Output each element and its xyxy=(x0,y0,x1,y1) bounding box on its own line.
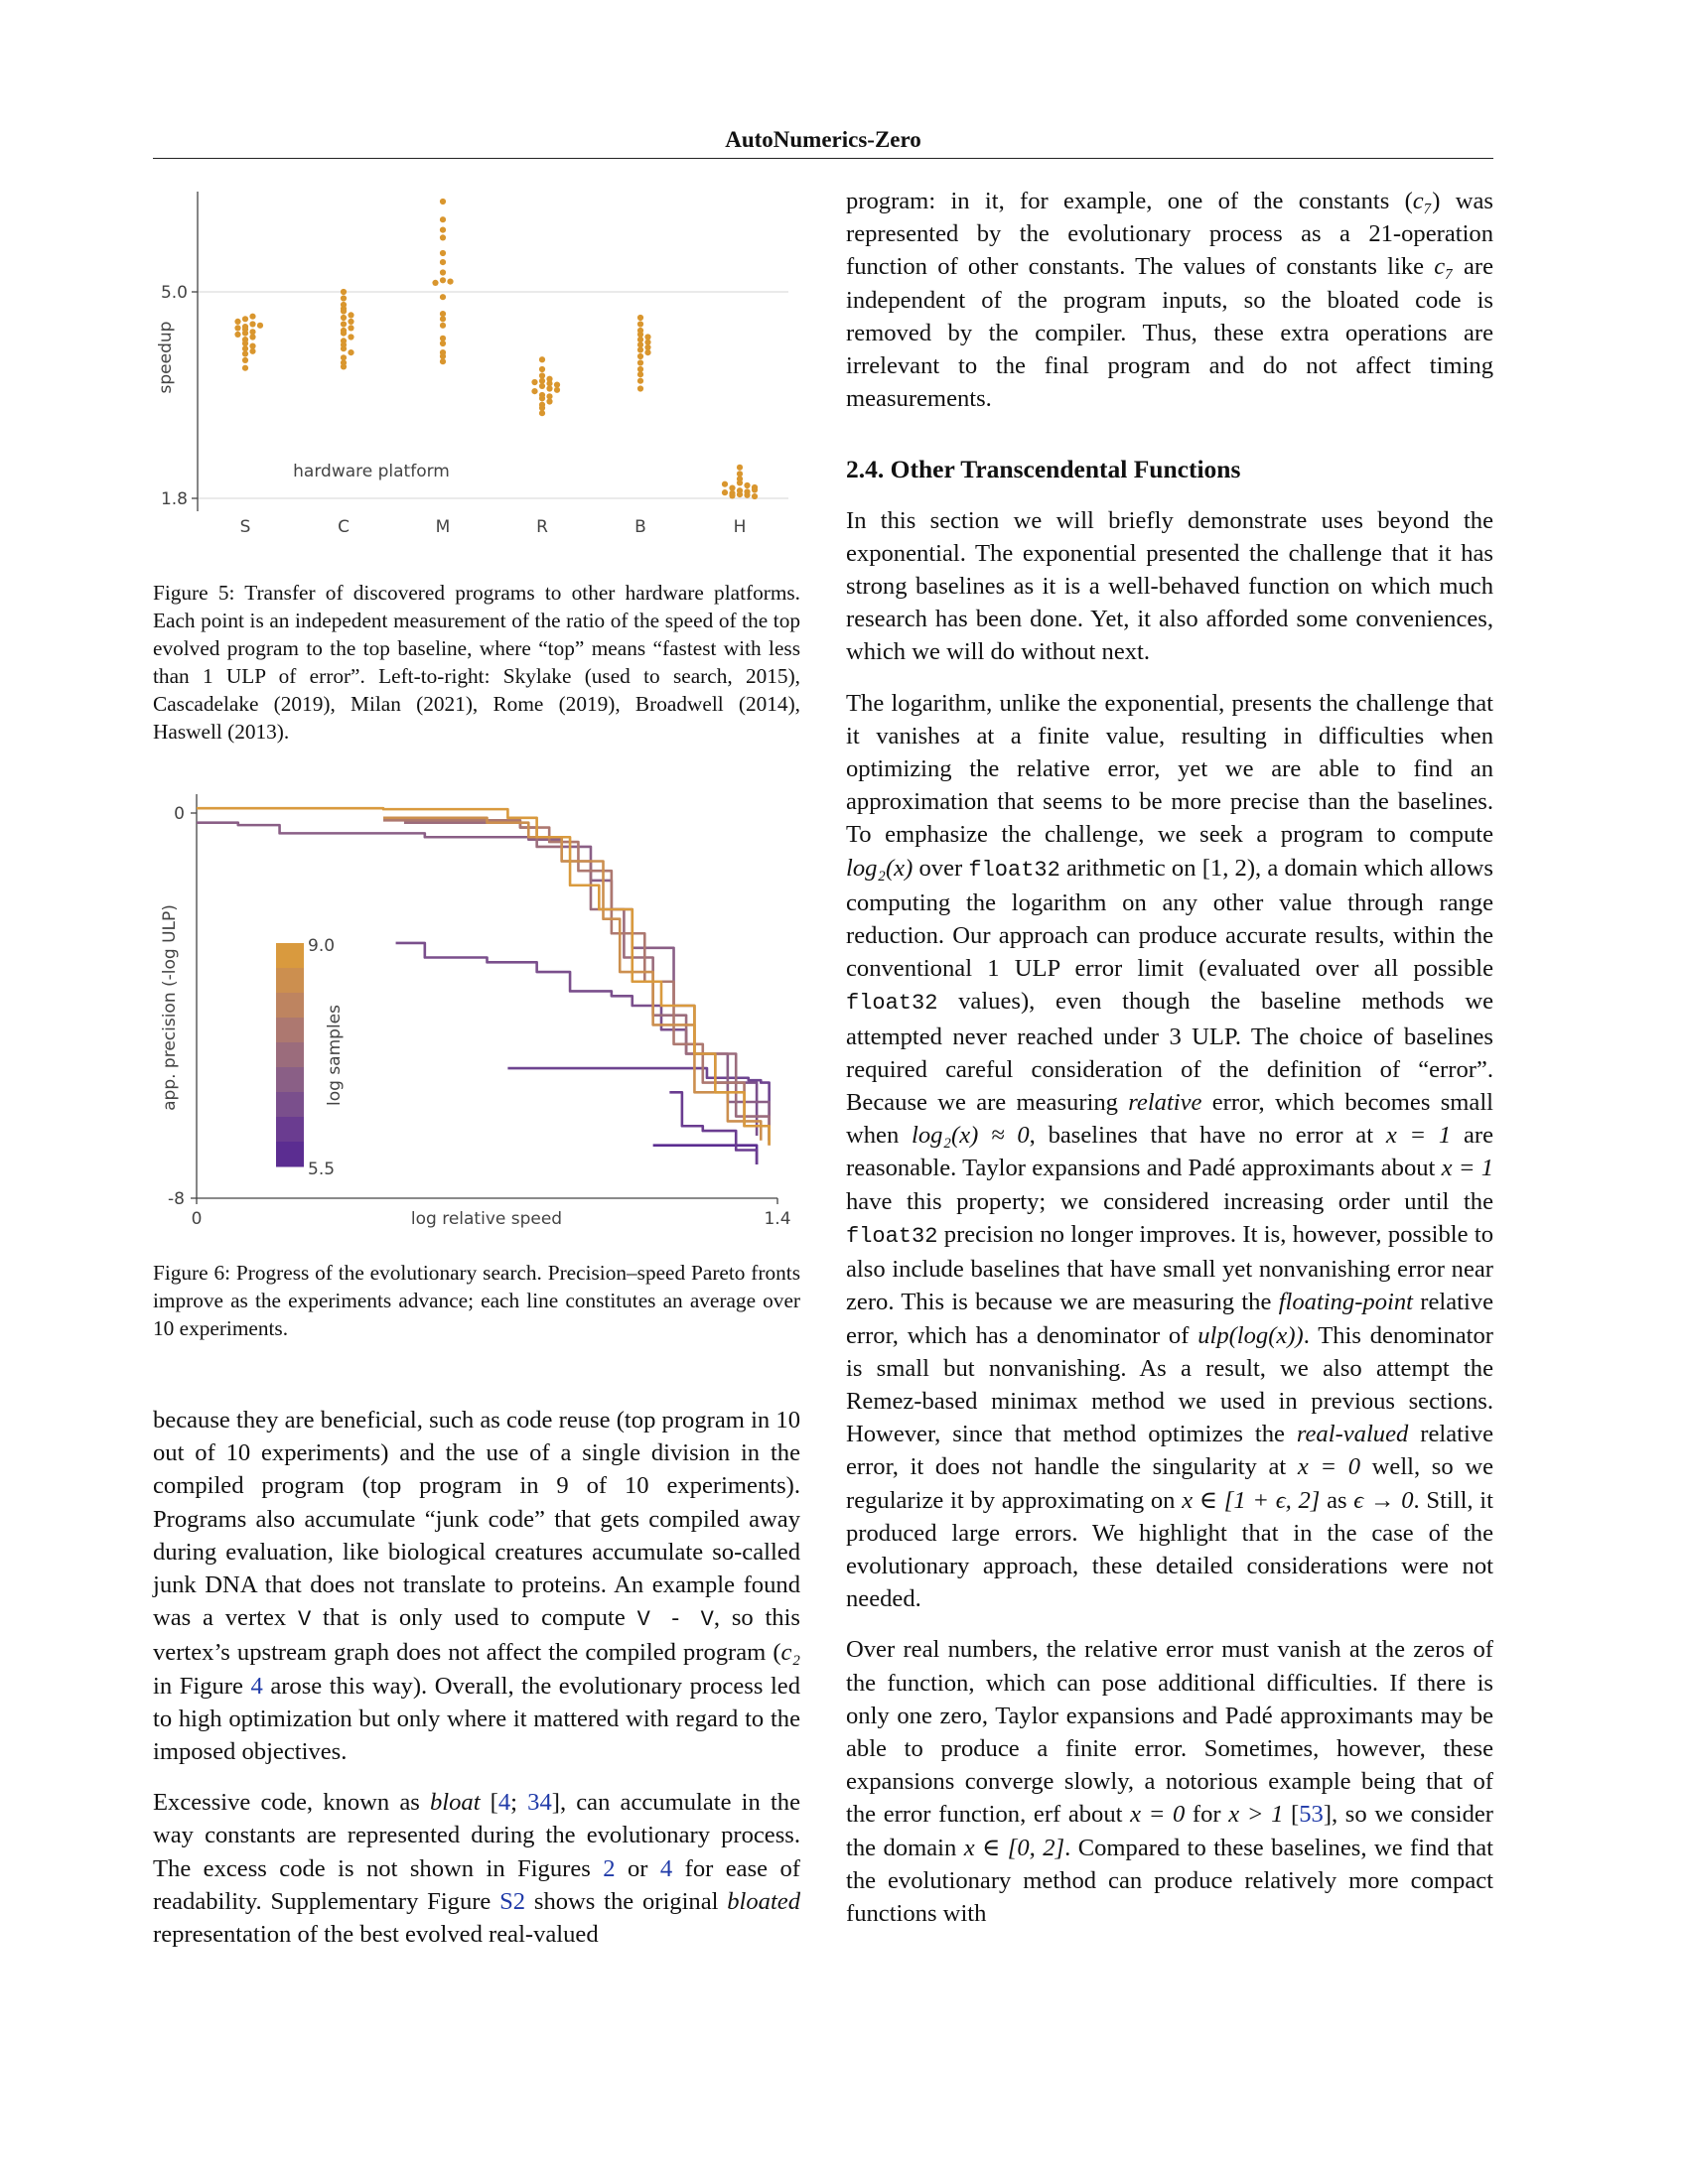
x-axis-label: hardware platform xyxy=(293,462,450,481)
data-point-S xyxy=(242,316,248,322)
data-point-H xyxy=(737,465,743,471)
ref-figure-4[interactable]: 4 xyxy=(250,1672,263,1700)
data-point-C xyxy=(341,315,347,321)
figure-6-caption: Figure 6: Progress of the evolutionary search. Precision–speed Pareto fronts improve as the experiments advance; each line constitutes an average over 10 experiments. xyxy=(153,1261,800,1340)
y-tick-label: 0 xyxy=(174,804,185,824)
x-tick-label-C: C xyxy=(338,517,350,537)
citation-4[interactable]: 4 xyxy=(497,1789,511,1817)
section-heading: 2.4. Other Transcendental Functions xyxy=(846,455,1241,484)
figure-6-chart xyxy=(153,789,798,1236)
colorbar-segment xyxy=(276,1142,304,1167)
data-point-M xyxy=(440,277,446,283)
data-point-M xyxy=(440,316,446,322)
colorbar-segment xyxy=(276,1067,304,1093)
data-point-M xyxy=(440,323,446,329)
data-point-H xyxy=(722,481,728,487)
pareto-front-line xyxy=(383,820,770,1145)
data-point-C xyxy=(341,331,347,337)
data-point-C xyxy=(341,295,347,301)
data-point-C xyxy=(341,321,347,327)
data-point-B xyxy=(637,378,643,384)
left-column xyxy=(153,1404,800,1969)
y-tick-label: 5.0 xyxy=(160,283,188,303)
x-axis-label: log relative speed xyxy=(410,1209,563,1229)
left-paragraph-2: Excessive code, known as bloat [4; 34], can accumulate in the way constants are represented during the evolutionary process. The excess code is not shown in Figures 2 or 4 for ease of readability. Supplementary Figure S2 shows the original bloated representation of the best evolved real-valued xyxy=(153,1789,800,1949)
data-point-S xyxy=(249,321,255,327)
data-point-C xyxy=(341,306,347,312)
data-point-H xyxy=(744,482,750,488)
right-column xyxy=(846,185,1493,1948)
data-point-C xyxy=(348,334,353,340)
data-point-M xyxy=(440,234,446,240)
data-point-S xyxy=(249,329,255,335)
figure-5-chart xyxy=(153,184,798,551)
data-point-S xyxy=(234,319,240,325)
data-point-M xyxy=(432,280,438,286)
colorbar-segment xyxy=(276,1117,304,1143)
ref-figure-4b[interactable]: 4 xyxy=(659,1854,673,1882)
pareto-front-line xyxy=(396,943,758,1136)
data-point-R xyxy=(539,410,545,416)
pareto-front-line xyxy=(653,1146,757,1164)
data-point-M xyxy=(440,269,446,275)
data-point-H xyxy=(744,492,750,498)
figure-5-caption: Figure 5: Transfer of discovered programs to other hardware platforms. Each point is an indepedent measurement of the ratio of the speed of the top evolved program to the top baseline, where “top” means “fastest with less than 1 ULP of error”. Left-to-right: Skylake (used to search, 2015), Cascadelake (2019), Milan (2021), Rome (2019), Broadwell (2014), Haswell (2013). xyxy=(153,581,800,744)
data-point-C xyxy=(341,345,347,351)
data-point-S xyxy=(249,348,255,354)
colorbar-label: log samples xyxy=(325,1005,345,1106)
x-tick-label-B: B xyxy=(634,517,646,537)
ref-figure-2[interactable]: 2 xyxy=(603,1854,616,1882)
y-tick-label: -8 xyxy=(168,1189,185,1209)
data-point-B xyxy=(637,385,643,391)
colorbar-segment xyxy=(276,1018,304,1043)
y-tick-label: 1.8 xyxy=(160,489,188,509)
data-point-M xyxy=(440,227,446,233)
data-point-B xyxy=(637,321,643,327)
data-point-C xyxy=(348,312,353,318)
data-point-M xyxy=(440,294,446,300)
data-point-R xyxy=(531,388,537,394)
data-point-S xyxy=(242,357,248,363)
data-point-H xyxy=(722,489,728,495)
data-point-M xyxy=(440,259,446,265)
data-point-R xyxy=(539,383,545,389)
y-axis-label: speedup xyxy=(156,321,176,394)
data-point-B xyxy=(637,315,643,321)
data-point-H xyxy=(752,486,758,492)
x-tick-label-M: M xyxy=(435,517,451,537)
data-point-M xyxy=(440,199,446,205)
data-point-C xyxy=(348,325,353,331)
data-point-S xyxy=(242,324,248,330)
data-point-C xyxy=(348,319,353,325)
data-point-B xyxy=(644,349,650,355)
citation-53[interactable]: 53 xyxy=(1299,1801,1324,1829)
data-point-R xyxy=(546,385,552,391)
colorbar-segment xyxy=(276,993,304,1019)
data-point-R xyxy=(546,393,552,399)
right-paragraph-2: The logarithm, unlike the exponential, presents the challenge that it vanishes at a finite value, resulting in difficulties when optimizing the relative error, yet we are able to find an approximation that seems to be more precise than the baselines. To emphasize the challenge, we seek a program to compute log₂(x) over float32 arithmetic on [1, 2), a domain which allows computing the logarithm on any other value through range reduction. Our approach can produce accurate results, within the conventional 1 ULP error limit (evaluated over all possible float32 values), even though the baseline methods we attempted never reached under 3 ULP. The choice of baselines required careful consideration of the definition of “error”. Because we are measuring relative error, which becomes small when log₂(x) ≈ 0, baselines that have no error at x = 1 are reasonable. Taylor expansions and Padé approximants about x = 1 have this property; we considered increasing order until the float32 precision no longer improves. It is, however, possible to also include baselines that have small yet nonvanishing error near zero. This is because we are measuring the floating-point relative error, which has a denominator of ulp(log(x)). This denominator is small but nonvanishing. As a result, we also attempt the Remez-based minimax method we used in previous sections. However, since that method optimizes the real-valued relative error, it does not handle the singularity at x = 0 well, so we regularize it by approximating on x ∈ [1 + ϵ, 2] as ϵ → 0. Still, it produced large errors. We highlight that in the case of the evolutionary approach, these detailed considerations were not needed. xyxy=(846,689,1494,1613)
data-point-S xyxy=(242,350,248,356)
data-point-H xyxy=(729,492,735,498)
data-point-S xyxy=(242,365,248,371)
right-paragraph-0: program: in it, for example, one of the constants (c₇) was represented by the evolutionary process as a 21-operation function of other constants. The values of constants like c₇ are independent of the program inputs, so the bloated code is removed by the compiler. Thus, these extra operations are irrelevant to the final program and do not affect timing measurements. xyxy=(846,188,1494,413)
x-tick-label-H: H xyxy=(733,517,747,537)
x-tick-label: 1.4 xyxy=(764,1209,791,1229)
right-paragraph-3: Over real numbers, the relative error must vanish at the zeros of the function, which can pose additional difficulties. If there is only one zero, Taylor expansions and Padé approximants may be able to produce a finite error. Sometimes, however, these expansions converge slowly, a notorious example being that of the error function, erf about x = 0 for x > 1 [53], so we consider the domain x ∈ [0, 2]. Compared to these baselines, we find that the evolutionary method can produce relatively more compact functions with xyxy=(846,1636,1494,1927)
header-rule xyxy=(153,158,1493,159)
data-point-M xyxy=(440,250,446,256)
data-point-B xyxy=(637,346,643,352)
data-point-C xyxy=(341,363,347,369)
colorbar-segment xyxy=(276,968,304,994)
data-point-M xyxy=(440,358,446,364)
data-point-C xyxy=(348,349,353,355)
pareto-front-line xyxy=(383,818,761,1141)
data-point-R xyxy=(539,356,545,362)
data-point-R xyxy=(539,366,545,372)
data-point-R xyxy=(531,379,537,385)
data-point-H xyxy=(737,479,743,485)
colorbar-min-label: 5.5 xyxy=(308,1160,336,1179)
data-point-M xyxy=(440,341,446,346)
left-paragraph-1: because they are beneficial, such as code reuse (top program in 10 out of 10 experiments) and the use of a single division in the compiled program (top program in 9 of 10 experiments). Programs also accumulate “junk code” that gets compiled away during evaluation, like biological creatures accumulate so-called junk DNA that does not translate to proteins. An example found was a vertex V that is only used to compute V - V, so this vertex’s upstream graph does not affect the compiled program (c₂ in Figure 4 arose this way). Overall, the evolutionary process led to high optimization but only where it mattered with regard to the imposed objectives. xyxy=(153,1407,801,1766)
running-header: AutoNumerics-Zero xyxy=(725,127,921,152)
data-point-R xyxy=(554,387,560,393)
citation-34[interactable]: 34 xyxy=(527,1789,552,1817)
data-point-C xyxy=(341,289,347,295)
data-point-M xyxy=(447,279,453,285)
data-point-S xyxy=(234,332,240,338)
data-point-B xyxy=(637,371,643,377)
colorbar-segment xyxy=(276,1042,304,1068)
data-point-S xyxy=(249,314,255,320)
colorbar-segment xyxy=(276,943,304,969)
right-paragraph-1: In this section we will briefly demonstrate uses beyond the exponential. The exponential presented the challenge that it has strong baselines as it is a well-behaved function on which much research has been done. Yet, it also afforded some conveniences, which we will do without next. xyxy=(846,506,1493,666)
data-point-R xyxy=(539,395,545,401)
x-tick-label-S: S xyxy=(239,517,251,537)
data-point-S xyxy=(257,323,263,329)
data-point-B xyxy=(637,353,643,359)
data-point-B xyxy=(637,359,643,365)
ref-figure-s2[interactable]: S2 xyxy=(499,1887,526,1915)
x-tick-label-R: R xyxy=(536,517,548,537)
y-axis-label: app. precision (-log ULP) xyxy=(160,904,180,1111)
data-point-H xyxy=(752,493,758,499)
colorbar-segment xyxy=(276,1092,304,1118)
data-point-S xyxy=(242,337,248,342)
colorbar-max-label: 9.0 xyxy=(308,936,336,956)
data-point-S xyxy=(234,325,240,331)
data-point-H xyxy=(737,491,743,497)
x-tick-label: 0 xyxy=(191,1209,203,1229)
data-point-M xyxy=(440,216,446,222)
